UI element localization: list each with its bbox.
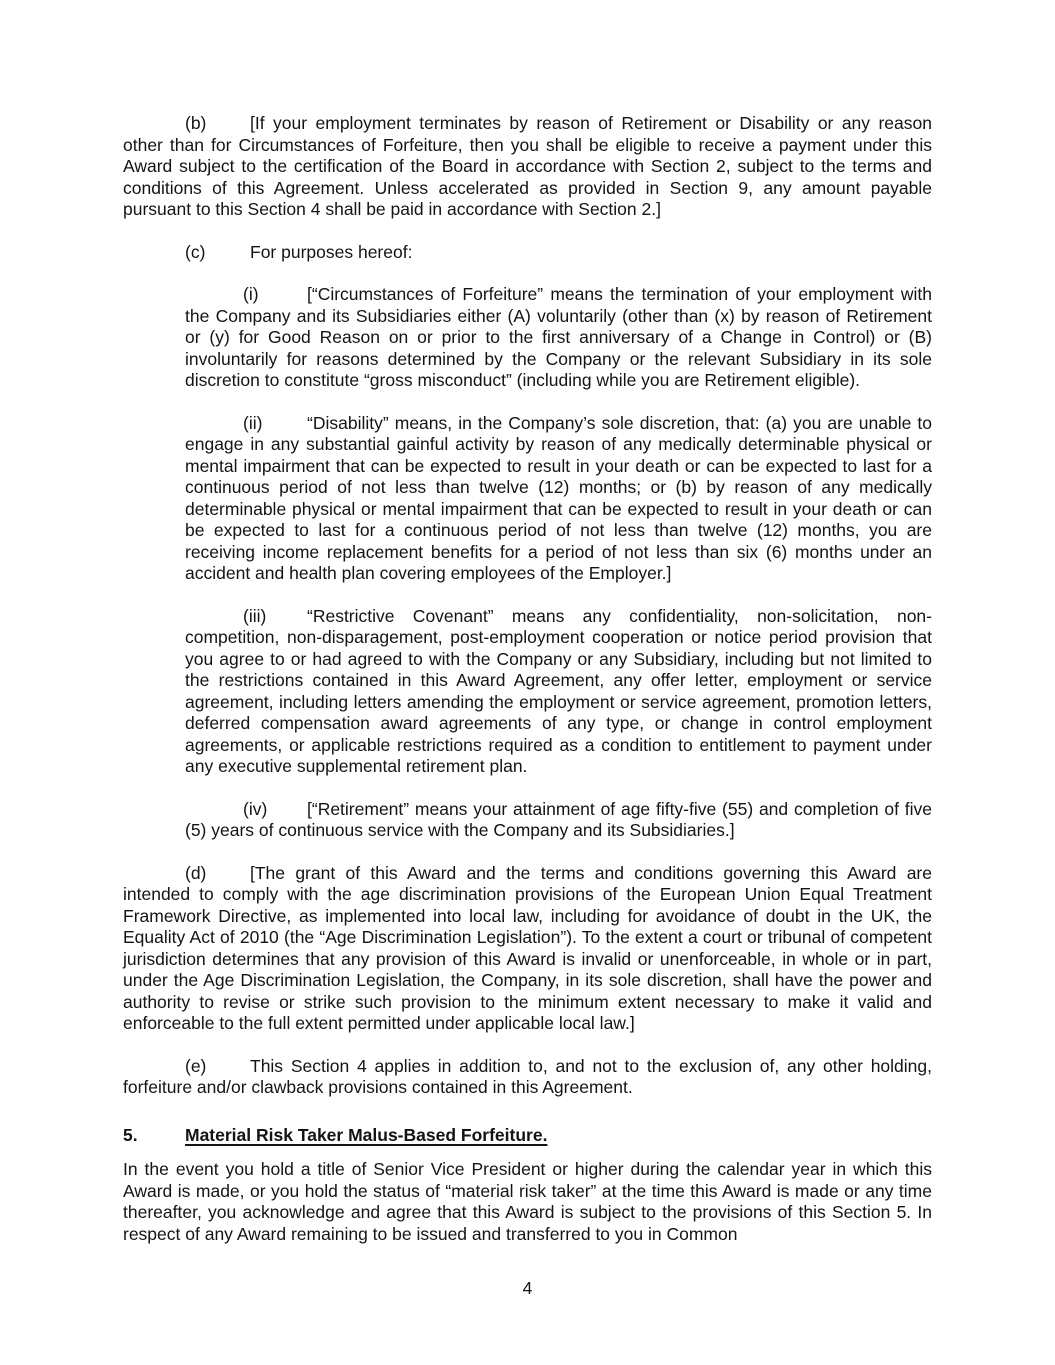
section-5-intro-paragraph: In the event you hold a title of Senior Vice President or higher during the calendar year in which this Award is made, or you hold the status of “material risk taker” at the time this Award is made or any time thereafter, you acknowledge and agree that this Award is subject to the provisions of this Section 5. In respect of any Award remaining to be issued and transferred to you in Common <box>123 1159 932 1244</box>
paragraph-d-text: [The grant of this Award and the terms and conditions governing this Award are intended to comply with the age discrimination provisions of the European Union Equal Treatment Framework Directive, as implemented into local law, including for avoidance of doubt in the UK, the Equality Act of 2010 (the “Age Discrimination Legislation”). To the extent a court or tribunal of competent jurisdiction determines that any provision of this Award is invalid or unenforceable, in whole or in part, under the Age Discrimination Legislation, the Company, in its sole discretion, shall have the power and authority to revise or strike such provision to the minimum extent necessary to make it valid and enforceable to the full extent permitted under applicable local law.] <box>123 862 932 1033</box>
subparagraph-i <box>185 284 932 392</box>
section-5-number: 5. <box>123 1124 138 1145</box>
section-5-title: Material Risk Taker Malus-Based Forfeiture. <box>185 1124 548 1145</box>
subparagraph-iv <box>185 799 932 842</box>
paragraph-c-label: (c) <box>185 241 206 262</box>
subparagraph-ii <box>185 413 932 585</box>
subparagraph-ii-label: (ii) <box>243 412 263 433</box>
document-body <box>123 113 932 1266</box>
paragraph-d <box>123 863 932 1035</box>
subparagraph-i-text: [“Circumstances of Forfeiture” means the termination of your employment with the Company and its Subsidiaries either (A) voluntarily (other than (x) by reason of Retirement or (y) for Good Reason on or prior to the first anniversary of a Change in Control) or (B) involuntarily for reasons determined by the Company or the relevant Subsidiary in its sole discretion to constitute “gross misconduct” (including while you are Retirement eligible). <box>185 284 932 390</box>
section-5-heading <box>123 1125 932 1147</box>
subparagraph-ii-text: “Disability” means, in the Company’s sole discretion, that: (a) you are unable to engage in any substantial gainful activity by reason of any medically determinable physical or mental impairment that can be expected to result in your death or can be expected to last for a continuous period of not less than twelve (12) months; or (b) by reason of any medically determinable physical or mental impairment that can be expected to result in your death or can be expected to last for a continuous period of not less than twelve (12) months, you are receiving income replacement benefits for a period of not less than six (6) months under an accident and health plan covering employees of the Employer.] <box>185 412 932 583</box>
paragraph-e-text: This Section 4 applies in addition to, and not to the exclusion of, any other holding, forfeiture and/or clawback provisions contained in this Agreement. <box>123 1055 932 1097</box>
paragraph-c-text: For purposes hereof: <box>250 241 413 262</box>
paragraph-b-text: [If your employment terminates by reason of Retirement or Disability or any reason other than for Circumstances of Forfeiture, then you shall be eligible to receive a payment under this Award subject to the certification of the Board in accordance with Section 2, subject to the terms and conditions of this Agreement. Unless accelerated as provided in Section 9, any amount payable pursuant to this Section 4 shall be paid in accordance with Section 2.] <box>123 113 932 219</box>
paragraph-b-label: (b) <box>185 113 207 133</box>
paragraph-e <box>123 1056 932 1099</box>
subparagraph-iv-label: (iv) <box>243 798 268 819</box>
subparagraph-iv-text: [“Retirement” means your attainment of age fifty-five (55) and completion of five (5) years of continuous service with the Company and its Subsidiaries.] <box>185 798 932 840</box>
subparagraph-iii-label: (iii) <box>243 605 267 626</box>
subparagraph-iii <box>185 606 932 778</box>
subparagraph-i-label: (i) <box>243 284 259 304</box>
paragraph-c <box>123 242 932 264</box>
page-number: 4 <box>522 1278 533 1298</box>
subparagraph-iii-text: “Restrictive Covenant” means any confidentiality, non-solicitation, non-competition, non-disparagement, post-employment cooperation or notice period provision that you agree to or had agreed to with the Company or any Subsidiary, including but not limited to the restrictions contained in this Award Agreement, any offer letter, employment or service agreement, including letters amending the employment or service agreement, promotion letters, deferred compensation award agreements of any type, or change in control employment agreements, or applicable restrictions required as a condition to entitlement to payment under any executive supplemental retirement plan. <box>185 605 932 776</box>
paragraph-d-label: (d) <box>185 862 207 883</box>
paragraph-b <box>123 113 932 221</box>
paragraph-e-label: (e) <box>185 1055 207 1076</box>
